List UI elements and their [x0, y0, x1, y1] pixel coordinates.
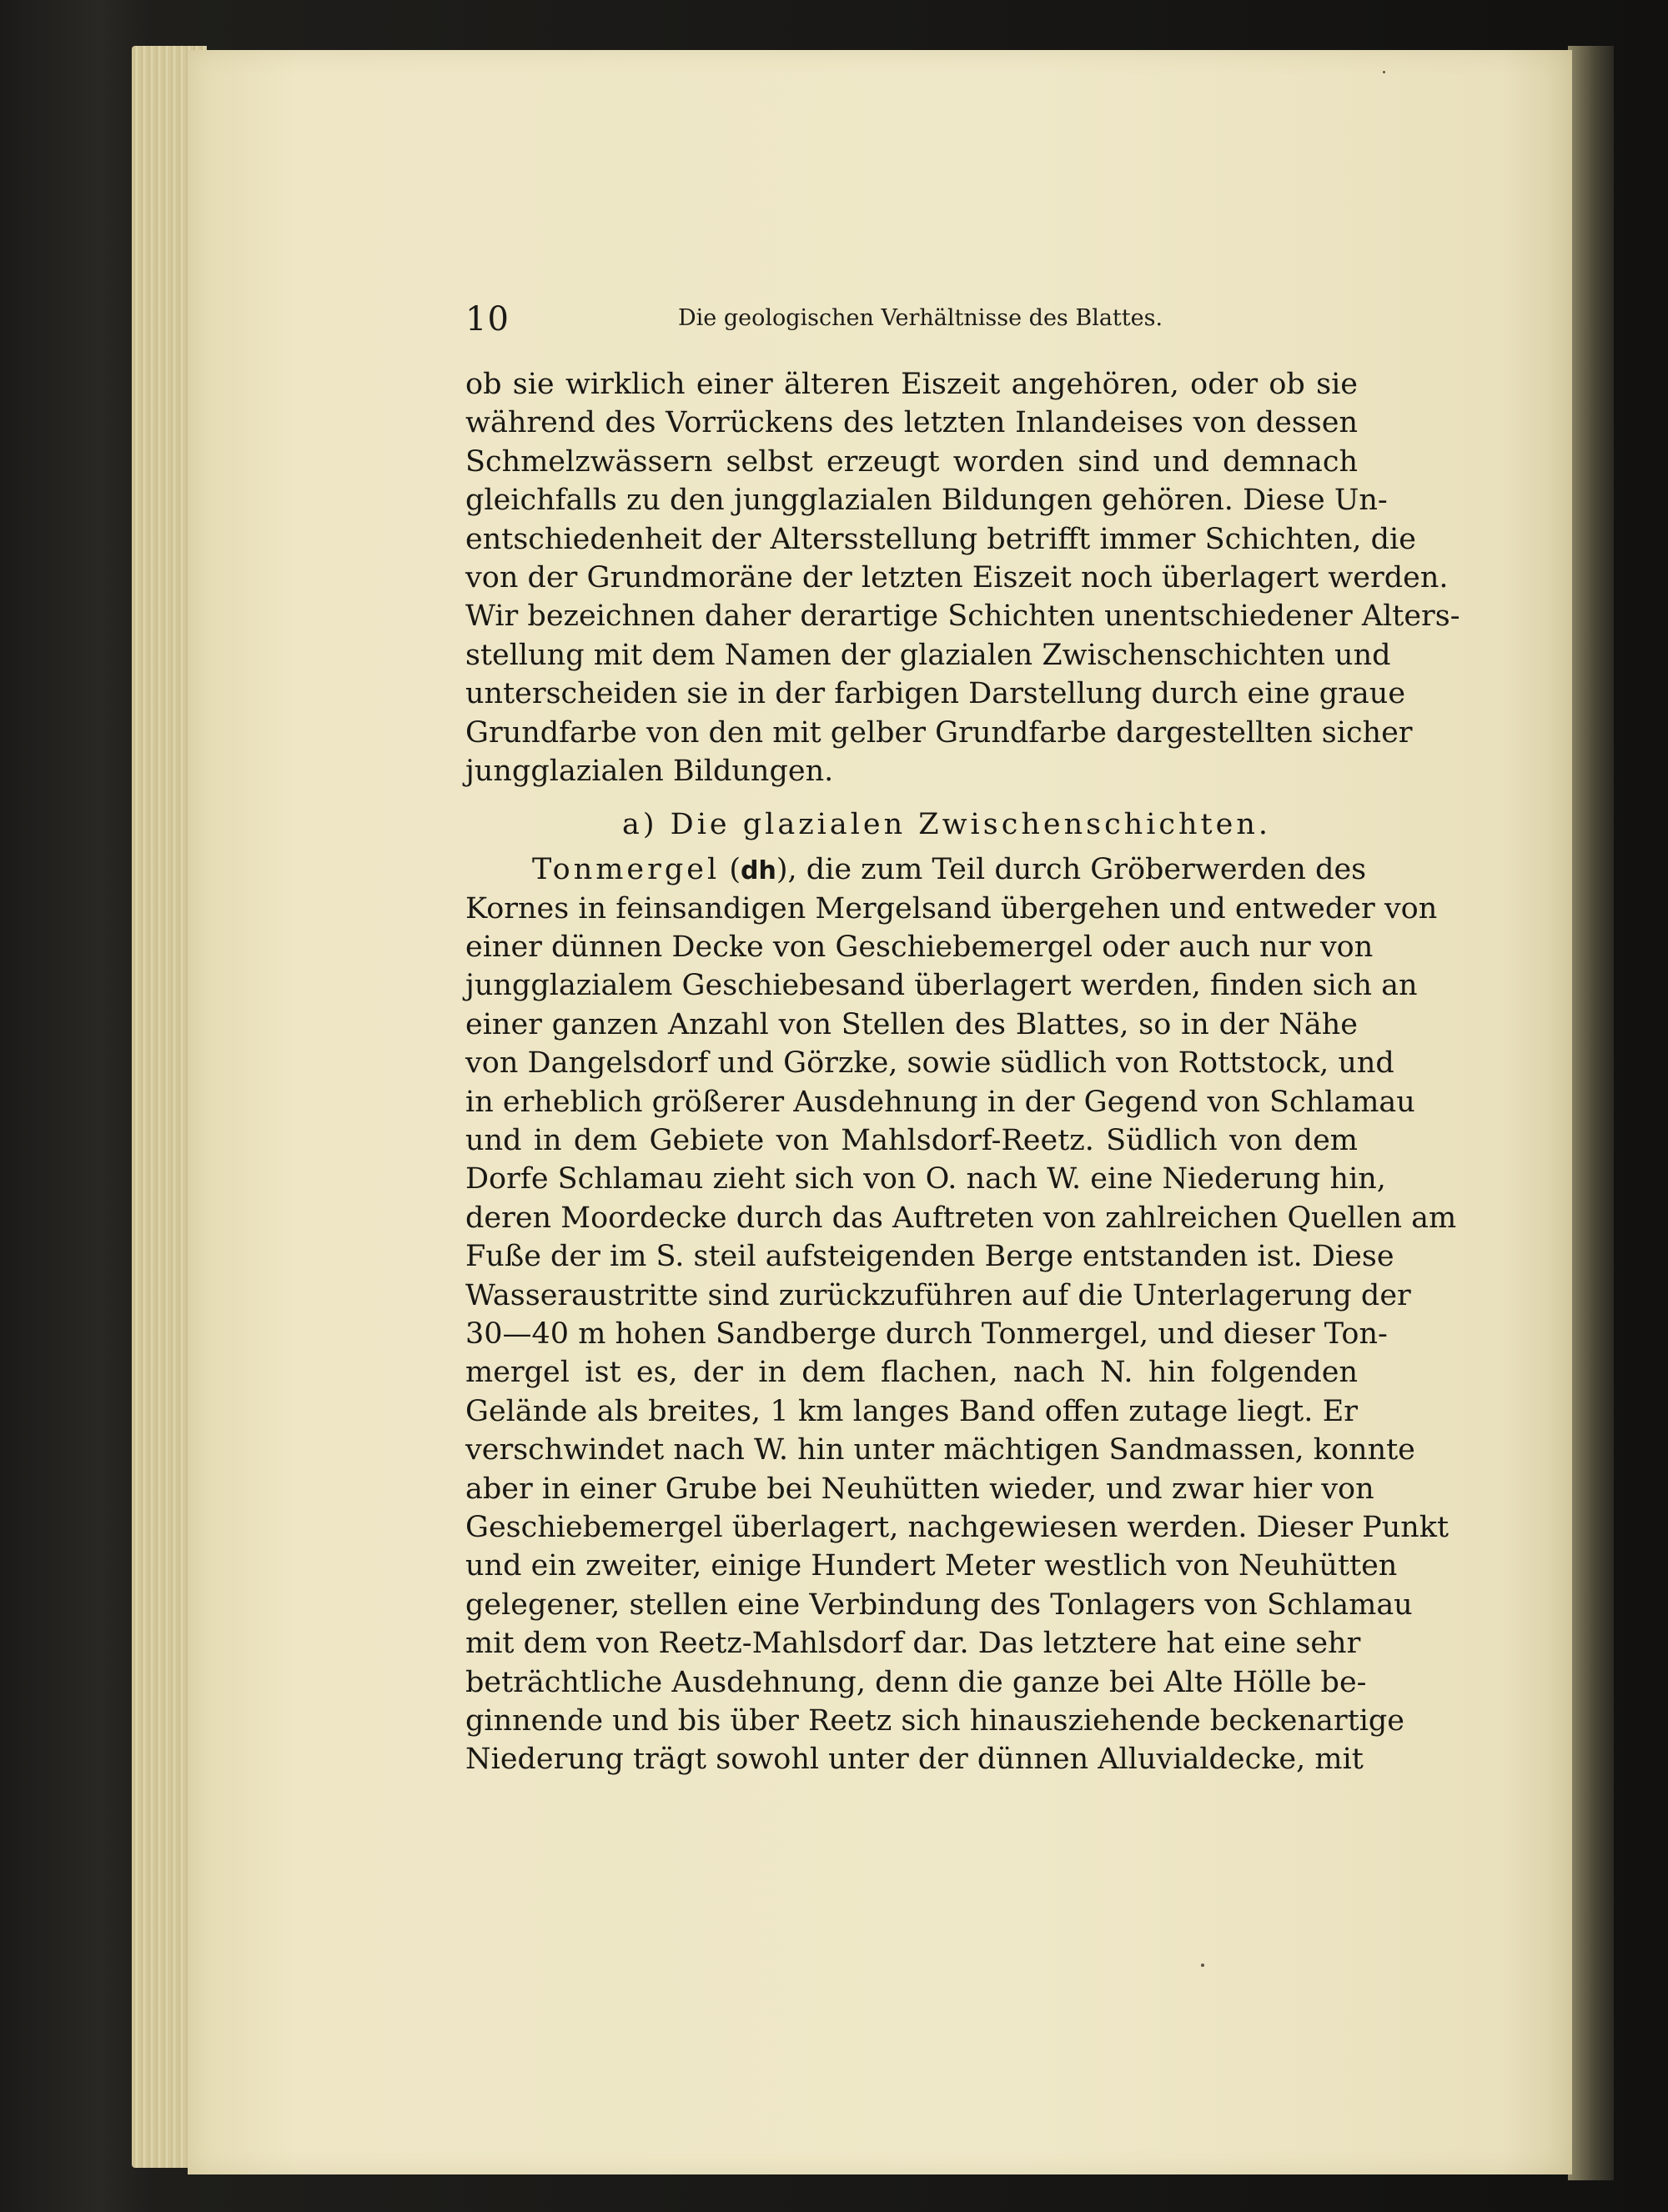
text-line: ob sie wirklich einer älteren Eiszeit angehören, oder ob sie	[465, 368, 1358, 401]
running-header	[465, 300, 1333, 340]
text-line: Wasseraustritte sind zurückzuführen auf die Unterlagerung der	[465, 1278, 1411, 1312]
running-title: Die geologischen Verhältnisse des Blattes.	[678, 305, 1163, 331]
text-line: einer ganzen Anzahl von Stellen des Blattes, so in der Nähe	[465, 1007, 1358, 1041]
book-spine-shadow	[1568, 46, 1614, 2180]
text-line: gelegener, stellen eine Verbindung des Tonlagers von Schlamau	[465, 1588, 1413, 1622]
text-line: Kornes in feinsandigen Mergelsand übergehen und entweder von	[465, 891, 1438, 925]
paragraph-2	[465, 850, 1457, 1778]
map-symbol-abbr: dh	[740, 856, 776, 886]
text-line: unterscheiden sie in der farbigen Darstellung durch eine graue	[465, 677, 1406, 711]
abbr-close: )	[776, 853, 788, 887]
text-line: jungglazialem Geschiebesand überlagert werden, finden sich an	[465, 969, 1418, 1003]
text-line: in erheblich größerer Ausdehnung in der Gegend von Schlamau	[465, 1085, 1415, 1119]
text-line: Grundfarbe von den mit gelber Grundfarbe dargestellten sicher	[465, 715, 1413, 750]
text-line: Niederung trägt sowohl unter der dünnen Alluvialdecke, mit	[465, 1743, 1364, 1777]
paper-speck	[1383, 71, 1385, 73]
abbr-open: (	[729, 853, 741, 887]
page-number: 10	[465, 300, 510, 339]
text-line: Gelände als breites, 1 km langes Band offen zutage liegt. Er	[465, 1394, 1358, 1428]
lead-term: Tonmergel	[532, 853, 721, 887]
text-line: Schmelzwässern selbst erzeugt worden sind und demnach	[465, 444, 1358, 479]
text-line: mergel ist es, der in dem flachen, nach N. hin folgenden	[465, 1356, 1358, 1390]
text-line: einer dünnen Decke von Geschiebemergel oder auch nur von	[465, 930, 1374, 965]
text-line: deren Moordecke durch das Auftreten von zahlreichen Quellen am	[465, 1201, 1457, 1235]
text-line: Geschiebemergel überlagert, nachgewiesen werden. Dieser Punkt	[465, 1510, 1449, 1544]
text-line: 30—40 m hohen Sandberge durch Tonmergel, und dieser Ton-	[465, 1317, 1388, 1351]
text-line: jungglazialen Bildungen.	[465, 754, 834, 788]
first-line-rest: , die zum Teil durch Gröberwerden des	[787, 853, 1367, 887]
text-line-first	[465, 850, 1367, 889]
text-line: von der Grundmoräne der letzten Eiszeit noch überlagert werden.	[465, 560, 1449, 594]
text-line: verschwindet nach W. hin unter mächtigen Sandmassen, konnte	[465, 1433, 1415, 1467]
text-line: entschiedenheit der Altersstellung betrifft immer Schichten, die	[465, 522, 1416, 556]
text-line: beträchtliche Ausdehnung, denn die ganze bei Alte Hölle be-	[465, 1665, 1367, 1699]
text-line: und ein zweiter, einige Hundert Meter westlich von Neuhütten	[465, 1549, 1398, 1583]
paragraph-1	[465, 365, 1460, 790]
text-line: ginnende und bis über Reetz sich hinausziehende beckenartige	[465, 1703, 1405, 1738]
text-line: mit dem von Reetz-Mahlsdorf dar. Das letztere hat eine sehr	[465, 1627, 1361, 1661]
text-line: und in dem Gebiete von Mahlsdorf-Reetz. Südlich von dem	[465, 1124, 1358, 1158]
text-line: Wir bezeichnen daher derartige Schichten unentschiedener Alters-	[465, 599, 1460, 634]
body-text	[465, 365, 1460, 1779]
section-heading: a) Die glazialen Zwischenschichten.	[622, 808, 1271, 842]
text-line: von Dangelsdorf und Görzke, sowie südlich von Rottstock, und	[465, 1046, 1394, 1081]
text-line: gleichfalls zu den jungglazialen Bildungen gehören. Diese Un-	[465, 484, 1388, 518]
text-line: Fuße der im S. steil aufsteigenden Berge entstanden ist. Diese	[465, 1240, 1394, 1274]
text-line: aber in einer Grube bei Neuhütten wieder, und zwar hier von	[465, 1472, 1374, 1506]
text-line: Dorfe Schlamau zieht sich von O. nach W. eine Niederung hin,	[465, 1162, 1386, 1196]
paper-speck	[1201, 1964, 1204, 1967]
text-line: während des Vorrückens des letzten Inlandeises von dessen	[465, 406, 1358, 440]
text-line: stellung mit dem Namen der glazialen Zwischenschichten und	[465, 638, 1391, 672]
